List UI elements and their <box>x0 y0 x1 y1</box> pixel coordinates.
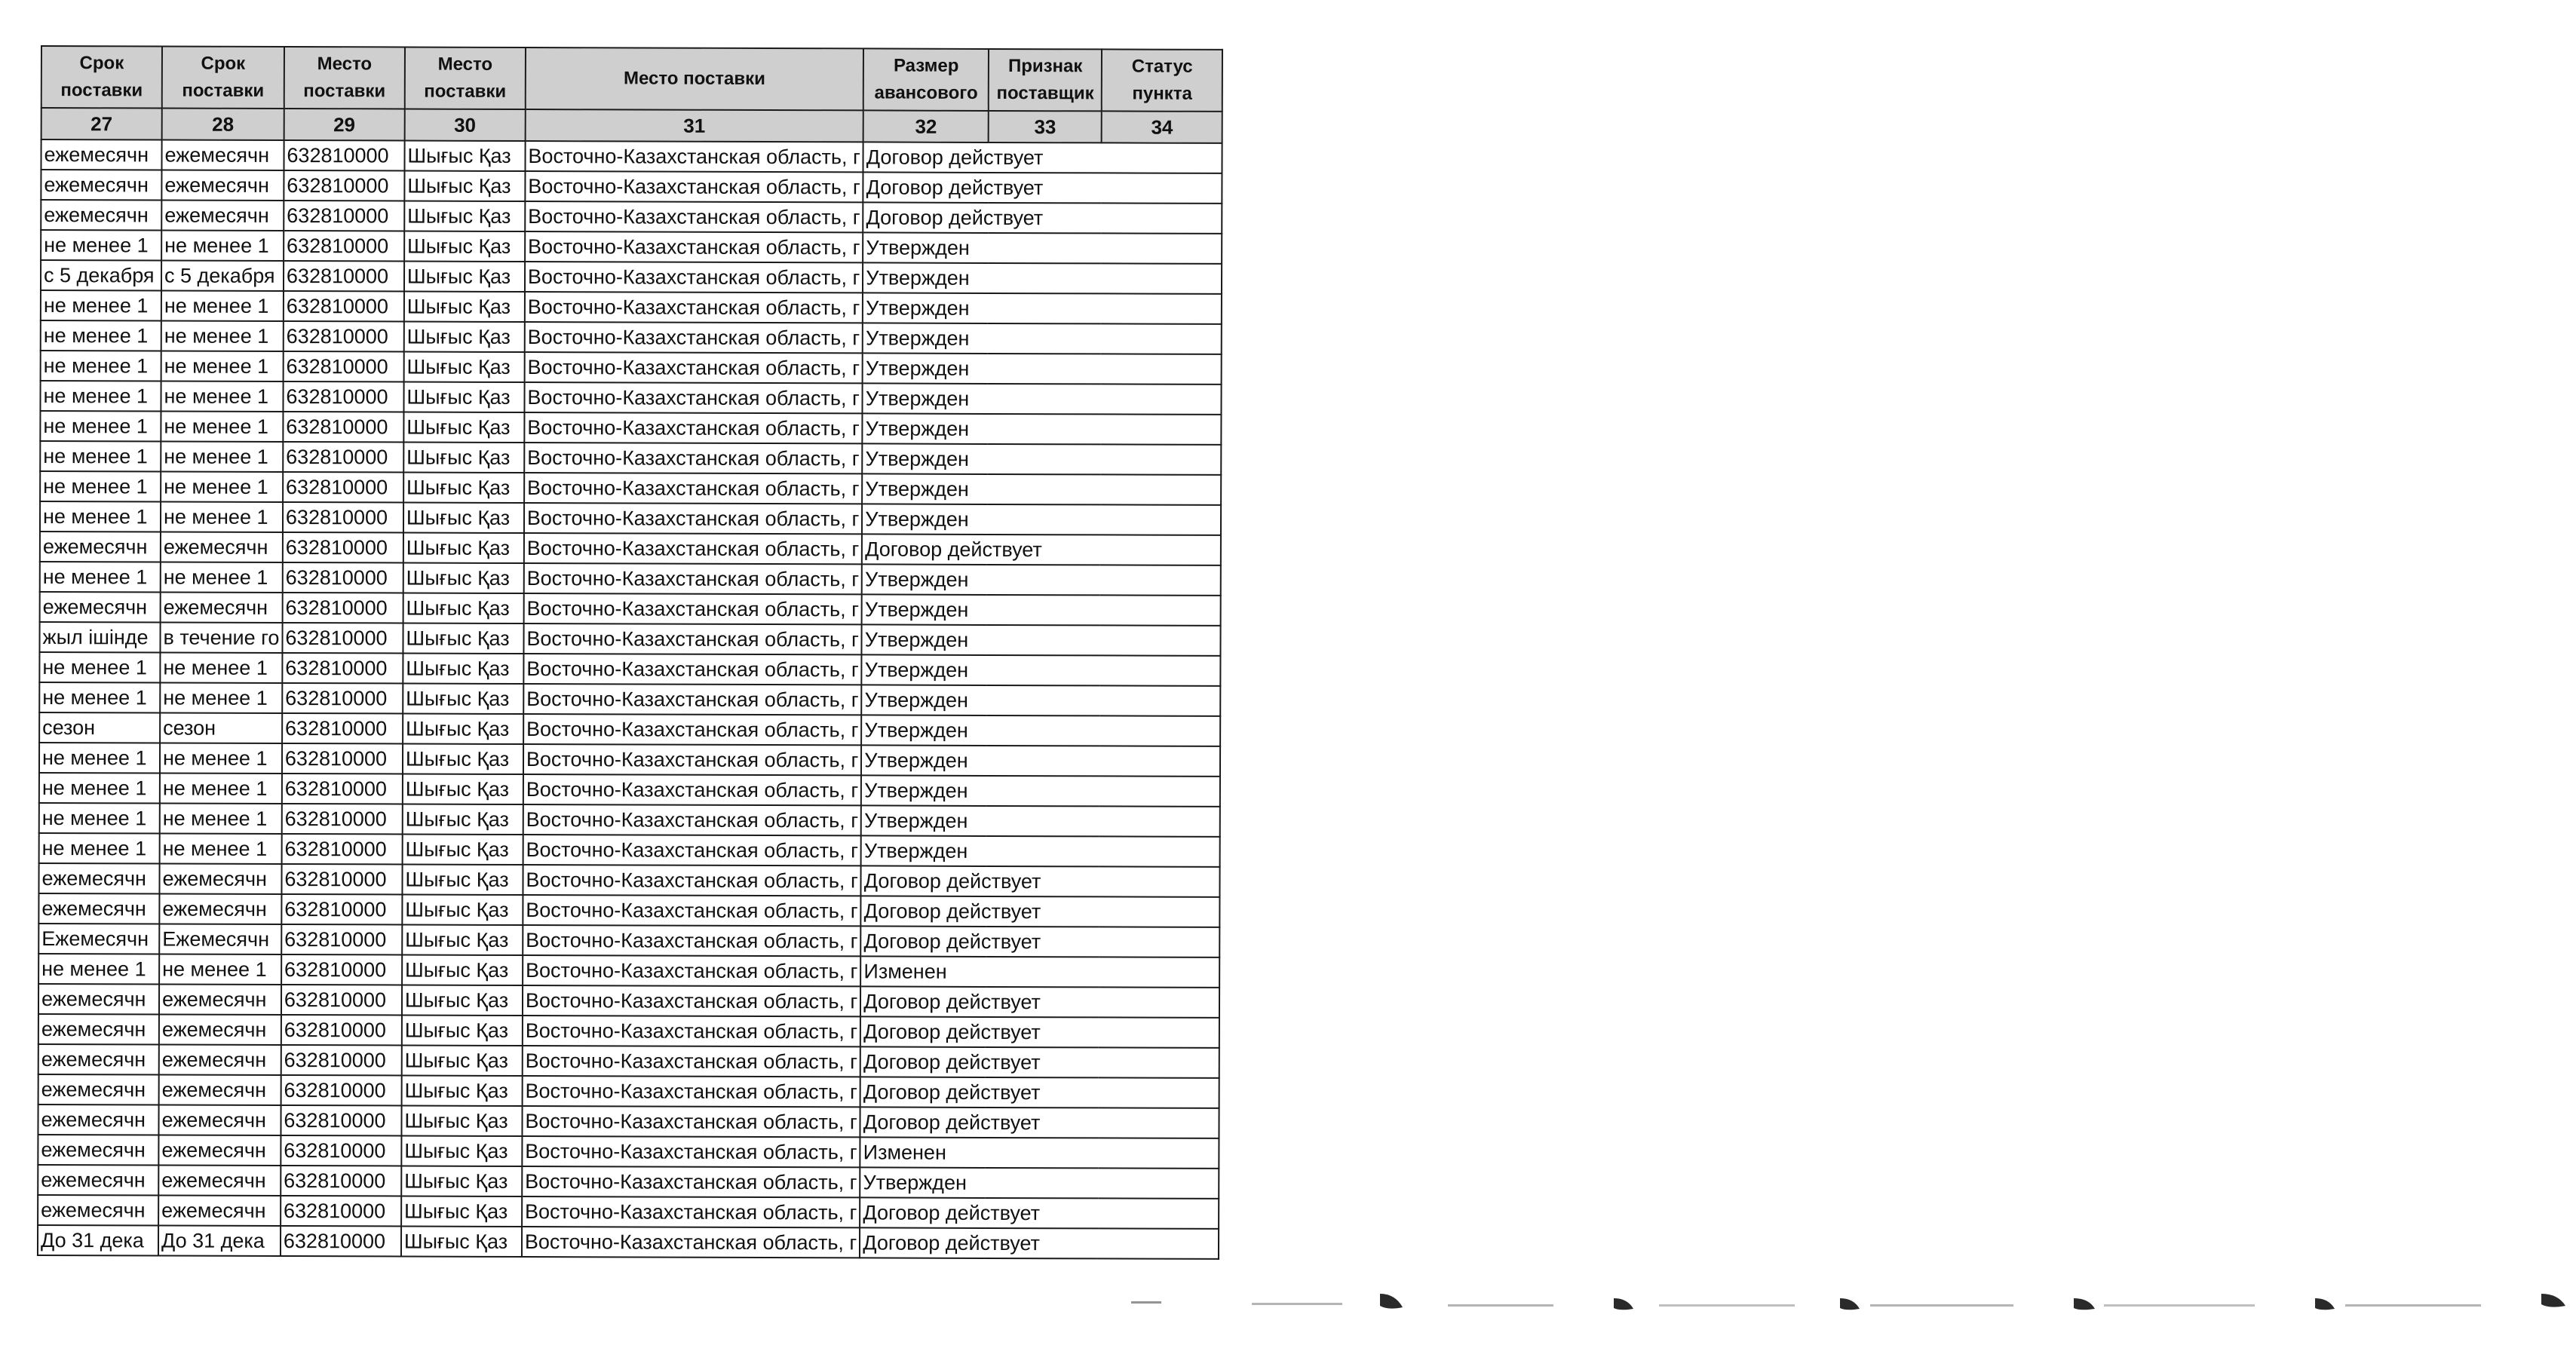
table-row <box>38 863 1219 897</box>
item-status-cell: Изменен <box>860 1137 1219 1168</box>
delivery-place-ru-cell: Восточно-Казахстанская область, г <box>522 1106 860 1137</box>
col-header-number: 30 <box>405 109 526 142</box>
delivery-term-ru-cell: ежемесячн <box>159 1074 281 1105</box>
delivery-place-kz-cell: Шығыс Қаз <box>402 1016 523 1046</box>
delivery-place-kz-cell: Шығыс Қаз <box>403 563 524 594</box>
delivery-term-kz-cell: ежемесячн <box>38 893 159 924</box>
delivery-term-kz-cell: не менее 1 <box>40 562 161 593</box>
delivery-place-code-cell: 632810000 <box>281 894 402 925</box>
delivery-term-ru-cell: не менее 1 <box>161 291 284 322</box>
delivery-term-kz-cell: ежемесячн <box>38 1135 158 1166</box>
delivery-term-ru-cell: не менее 1 <box>161 412 283 443</box>
delivery-place-code-cell: 632810000 <box>284 170 404 201</box>
delivery-place-kz-cell: Шығыс Қаз <box>402 835 523 866</box>
delivery-place-kz-cell: Шығыс Қаз <box>401 1166 522 1197</box>
delivery-place-kz-cell: Шығыс Қаз <box>403 593 524 624</box>
delivery-term-kz-cell: ежемесячн <box>38 1104 158 1135</box>
header-label-row <box>41 46 1223 112</box>
delivery-term-kz-cell: не менее 1 <box>41 230 161 261</box>
delivery-place-ru-cell: Восточно-Казахстанская область, г <box>523 895 861 926</box>
delivery-place-kz-cell: Шығыс Қаз <box>403 443 524 473</box>
delivery-place-kz-cell: Шығыс Қаз <box>404 292 525 323</box>
delivery-term-ru-cell: ежемесячн <box>159 984 281 1015</box>
item-status-cell: Утвержден <box>862 504 1221 535</box>
item-status-cell: Утвержден <box>860 1167 1219 1198</box>
delivery-place-code-cell: 632810000 <box>284 321 404 352</box>
col-header-label: Место поставки <box>405 47 526 110</box>
delivery-place-kz-cell: Шығыс Қаз <box>402 1046 523 1077</box>
delivery-term-ru-cell: ежемесячн <box>161 593 283 623</box>
delivery-term-ru-cell: не менее 1 <box>160 834 282 865</box>
item-status-cell: Договор действует <box>860 1077 1219 1108</box>
delivery-term-ru-cell: не менее 1 <box>161 351 284 382</box>
col-header-label: Срок поставки <box>162 47 284 109</box>
delivery-term-kz-cell: не менее 1 <box>41 290 161 321</box>
item-status-cell: Договор действует <box>861 866 1220 896</box>
delivery-term-ru-cell: не менее 1 <box>160 683 282 714</box>
table-row <box>40 441 1221 475</box>
item-status-cell: Договор действует <box>861 926 1220 957</box>
delivery-term-ru-cell: ежемесячн <box>159 894 281 925</box>
table-row <box>41 230 1222 264</box>
table-row <box>38 893 1219 927</box>
delivery-place-kz-cell: Шығыс Қаз <box>404 262 525 293</box>
table-row <box>38 1135 1219 1169</box>
delivery-term-ru-cell: не менее 1 <box>161 381 283 412</box>
delivery-term-kz-cell: ежемесячн <box>38 1014 159 1045</box>
delivery-term-ru-cell: не менее 1 <box>160 774 282 804</box>
delivery-place-code-cell: 632810000 <box>282 713 403 744</box>
delivery-term-ru-cell: не менее 1 <box>159 954 281 985</box>
delivery-place-code-cell: 632810000 <box>284 291 404 322</box>
delivery-place-kz-cell: Шығыс Қаз <box>403 623 523 654</box>
delivery-place-code-cell: 632810000 <box>284 140 404 171</box>
delivery-place-kz-cell: Шығыс Қаз <box>403 744 523 775</box>
delivery-place-kz-cell: Шығыс Қаз <box>404 322 525 353</box>
delivery-term-kz-cell: сезон <box>39 712 160 743</box>
delivery-term-kz-cell: ежемесячн <box>40 592 161 623</box>
delivery-place-ru-cell: Восточно-Казахстанская область, г <box>523 804 862 835</box>
table-row <box>39 833 1220 867</box>
item-status-cell: Утвержден <box>862 624 1221 655</box>
scanned-spreadsheet <box>37 45 1223 1260</box>
delivery-term-ru-cell: ежемесячн <box>159 1044 281 1075</box>
delivery-term-ru-cell: Ежемесячн <box>159 924 281 955</box>
col-header-label: Статус пункта <box>1102 49 1222 112</box>
delivery-term-kz-cell: ежемесячн <box>38 1074 159 1105</box>
delivery-term-kz-cell: не менее 1 <box>39 803 160 834</box>
delivery-place-kz-cell: Шығыс Қаз <box>404 171 525 202</box>
table-row <box>38 1044 1219 1078</box>
delivery-term-kz-cell: не менее 1 <box>40 471 161 502</box>
delivery-place-code-cell: 632810000 <box>282 804 403 835</box>
delivery-place-code-cell: 632810000 <box>282 743 403 774</box>
delivery-place-ru-cell: Восточно-Казахстанская область, г <box>523 1016 861 1046</box>
delivery-place-ru-cell: Восточно-Казахстанская область, г <box>524 563 863 594</box>
delivery-term-ru-cell: с 5 декабря <box>161 261 284 292</box>
delivery-place-kz-cell: Шығыс Қаз <box>404 231 525 262</box>
delivery-place-code-cell: 632810000 <box>281 954 402 985</box>
item-status-cell: Утвержден <box>861 835 1220 866</box>
delivery-term-kz-cell: не менее 1 <box>40 411 161 442</box>
delivery-term-kz-cell: не менее 1 <box>39 743 160 774</box>
delivery-place-kz-cell: Шығыс Қаз <box>404 201 525 232</box>
delivery-place-ru-cell: Восточно-Казахстанская область, г <box>523 985 861 1016</box>
item-status-cell: Договор действует <box>860 1197 1219 1228</box>
scan-artifact-strip <box>1131 1282 2576 1327</box>
delivery-term-kz-cell: с 5 декабря <box>41 260 161 291</box>
table-row <box>40 562 1221 596</box>
delivery-place-kz-cell: Шығыс Қаз <box>401 1136 522 1167</box>
delivery-place-ru-cell: Восточно-Казахстанская область, г <box>524 443 863 473</box>
delivery-term-kz-cell: ежемесячн <box>38 1195 158 1226</box>
delivery-term-ru-cell: не менее 1 <box>160 653 282 684</box>
delivery-place-kz-cell: Шығыс Қаз <box>403 654 523 685</box>
table-row <box>38 1165 1219 1199</box>
delivery-place-kz-cell: Шығыс Қаз <box>403 774 523 805</box>
delivery-term-ru-cell: не менее 1 <box>161 231 284 262</box>
delivery-place-code-cell: 632810000 <box>284 231 404 262</box>
delivery-place-ru-cell: Восточно-Казахстанская область, г <box>525 201 863 232</box>
delivery-place-kz-cell: Шығыс Қаз <box>404 141 525 172</box>
table-row <box>38 1074 1219 1108</box>
delivery-place-kz-cell: Шығыс Қаз <box>402 955 523 986</box>
item-status-cell: Утвержден <box>863 353 1222 384</box>
item-status-cell: Утвержден <box>862 473 1221 504</box>
delivery-table <box>37 45 1223 1260</box>
table-row <box>39 803 1220 837</box>
delivery-place-ru-cell: Восточно-Казахстанская область, г <box>524 473 863 504</box>
delivery-place-code-cell: 632810000 <box>281 1166 401 1196</box>
delivery-place-code-cell: 632810000 <box>281 1105 401 1136</box>
delivery-term-kz-cell: ежемесячн <box>38 1044 159 1075</box>
item-status-cell: Утвержден <box>861 805 1220 836</box>
item-status-cell: Изменен <box>860 956 1219 987</box>
item-status-cell: Утвержден <box>861 745 1220 776</box>
delivery-place-kz-cell: Шығыс Қаз <box>403 714 523 745</box>
table-row <box>38 984 1219 1018</box>
delivery-place-ru-cell: Восточно-Казахстанская область, г <box>523 835 861 866</box>
delivery-term-kz-cell: ежемесячн <box>38 984 159 1015</box>
col-header-number: 32 <box>863 110 989 142</box>
delivery-place-ru-cell: Восточно-Казахстанская область, г <box>522 1136 860 1167</box>
delivery-term-kz-cell: ежемесячн <box>41 170 161 201</box>
delivery-place-code-cell: 632810000 <box>281 1226 401 1257</box>
delivery-term-ru-cell: в течение го <box>160 623 282 654</box>
delivery-place-kz-cell: Шығыс Қаз <box>403 684 523 715</box>
delivery-place-code-cell: 632810000 <box>283 562 403 593</box>
delivery-place-ru-cell: Восточно-Казахстанская область, г <box>525 292 863 323</box>
item-status-cell: Договор действует <box>860 1107 1219 1138</box>
delivery-place-ru-cell: Восточно-Казахстанская область, г <box>525 171 863 202</box>
item-status-cell: Утвержден <box>863 383 1222 414</box>
delivery-term-kz-cell: не менее 1 <box>39 652 160 683</box>
delivery-term-ru-cell: не менее 1 <box>161 472 283 503</box>
delivery-place-ru-cell: Восточно-Казахстанская область, г <box>524 382 863 413</box>
table-row <box>39 622 1220 656</box>
delivery-place-code-cell: 632810000 <box>283 532 403 563</box>
col-header-number: 34 <box>1102 111 1222 143</box>
delivery-place-code-cell: 632810000 <box>282 683 403 714</box>
delivery-place-ru-cell: Восточно-Казахстанская область, г <box>525 322 863 353</box>
col-header-number: 31 <box>526 109 864 142</box>
item-status-cell: Утвержден <box>862 654 1221 685</box>
table-row <box>40 592 1221 626</box>
item-status-cell: Договор действует <box>860 986 1219 1017</box>
delivery-place-ru-cell: Восточно-Казахстанская область, г <box>523 593 862 624</box>
item-status-cell: Договор действует <box>860 1016 1219 1047</box>
item-status-cell: Утвержден <box>861 775 1220 806</box>
delivery-place-kz-cell: Шығыс Қаз <box>401 1076 522 1107</box>
delivery-place-code-cell: 632810000 <box>282 623 403 654</box>
delivery-place-kz-cell: Шығыс Қаз <box>401 1227 522 1258</box>
table-row <box>38 954 1219 988</box>
delivery-place-kz-cell: Шығыс Қаз <box>403 473 524 504</box>
table-row <box>39 682 1220 716</box>
table-row <box>41 290 1222 324</box>
delivery-term-ru-cell: не менее 1 <box>161 442 283 473</box>
table-row <box>40 471 1221 505</box>
table-row <box>41 351 1222 385</box>
delivery-place-kz-cell: Шығыс Қаз <box>403 533 524 564</box>
delivery-term-ru-cell: ежемесячн <box>158 1104 281 1135</box>
delivery-term-kz-cell: не менее 1 <box>40 381 161 412</box>
item-status-cell: Договор действует <box>863 172 1222 203</box>
table-row <box>41 170 1222 204</box>
delivery-term-ru-cell: не менее 1 <box>161 321 284 352</box>
delivery-place-kz-cell: Шығыс Қаз <box>402 865 523 896</box>
delivery-place-ru-cell: Восточно-Казахстанская область, г <box>524 533 863 564</box>
col-header-number: 29 <box>284 109 405 141</box>
col-header-label: Признак поставщик <box>989 49 1102 111</box>
item-status-cell: Утвержден <box>862 685 1221 715</box>
delivery-term-kz-cell: не менее 1 <box>39 682 160 713</box>
delivery-term-ru-cell: сезон <box>160 713 282 744</box>
delivery-place-kz-cell: Шығыс Қаз <box>401 1196 522 1227</box>
table-row <box>41 260 1222 294</box>
delivery-place-kz-cell: Шығыс Қаз <box>402 925 523 956</box>
item-status-cell: Договор действует <box>863 202 1222 233</box>
delivery-term-kz-cell: не менее 1 <box>40 501 161 532</box>
delivery-place-code-cell: 632810000 <box>283 472 403 503</box>
delivery-place-ru-cell: Восточно-Казахстанская область, г <box>524 503 863 534</box>
delivery-place-kz-cell: Шығыс Қаз <box>401 1106 522 1137</box>
delivery-place-ru-cell: Восточно-Казахстанская область, г <box>523 774 862 805</box>
delivery-place-code-cell: 632810000 <box>281 864 402 895</box>
delivery-place-code-cell: 632810000 <box>281 1196 401 1227</box>
delivery-term-kz-cell: До 31 дека <box>38 1225 158 1256</box>
delivery-place-ru-cell: Восточно-Казахстанская область, г <box>523 684 862 715</box>
delivery-place-kz-cell: Шығыс Қаз <box>403 804 523 835</box>
delivery-place-code-cell: 632810000 <box>284 351 404 382</box>
delivery-term-ru-cell: ежемесячн <box>161 140 284 171</box>
delivery-term-kz-cell: ежемесячн <box>41 139 161 170</box>
table-row <box>38 1014 1219 1048</box>
delivery-place-ru-cell: Восточно-Казахстанская область, г <box>523 955 861 986</box>
delivery-term-kz-cell: ежемесячн <box>38 1165 158 1196</box>
delivery-term-ru-cell: не менее 1 <box>161 502 283 533</box>
table-row <box>41 139 1222 173</box>
table-row <box>39 712 1220 746</box>
delivery-term-ru-cell: ежемесячн <box>158 1195 281 1226</box>
delivery-term-ru-cell: ежемесячн <box>161 532 283 563</box>
delivery-place-code-cell: 632810000 <box>283 593 403 623</box>
delivery-term-ru-cell: ежемесячн <box>158 1165 281 1196</box>
item-status-cell: Утвержден <box>863 443 1222 474</box>
item-status-cell: Утвержден <box>861 715 1220 746</box>
delivery-place-ru-cell: Восточно-Казахстанская область, г <box>523 714 862 745</box>
table-row <box>38 1104 1219 1138</box>
col-header-number: 33 <box>989 111 1102 142</box>
table-row <box>40 381 1221 415</box>
item-status-cell: Утвержден <box>862 564 1221 595</box>
table-row <box>38 1195 1219 1229</box>
table-row <box>39 652 1220 686</box>
delivery-place-ru-cell: Восточно-Казахстанская область, г <box>524 412 863 443</box>
col-header-label: Срок поставки <box>41 46 162 109</box>
delivery-place-code-cell: 632810000 <box>281 1015 402 1046</box>
delivery-term-ru-cell: ежемесячн <box>161 201 284 231</box>
delivery-place-ru-cell: Восточно-Казахстанская область, г <box>523 654 862 685</box>
delivery-place-code-cell: 632810000 <box>283 442 403 473</box>
col-header-label: Размер авансового <box>863 48 989 111</box>
delivery-place-kz-cell: Шығыс Қаз <box>402 895 523 926</box>
delivery-place-ru-cell: Восточно-Казахстанская область, г <box>522 1076 860 1107</box>
col-header-number: 27 <box>41 108 162 140</box>
delivery-place-kz-cell: Шығыс Қаз <box>404 352 525 383</box>
delivery-place-code-cell: 632810000 <box>282 774 403 804</box>
table-row <box>40 411 1221 445</box>
item-status-cell: Договор действует <box>863 142 1222 173</box>
item-status-cell: Договор действует <box>861 896 1220 927</box>
delivery-place-ru-cell: Восточно-Казахстанская область, г <box>523 744 862 775</box>
delivery-place-code-cell: 632810000 <box>283 412 403 443</box>
item-status-cell: Утвержден <box>863 262 1222 293</box>
delivery-term-ru-cell: До 31 дека <box>158 1225 281 1256</box>
col-header-label: Место поставки <box>526 47 864 110</box>
delivery-place-ru-cell: Восточно-Казахстанская область, г <box>525 141 863 172</box>
delivery-place-code-cell: 632810000 <box>284 201 404 231</box>
delivery-place-code-cell: 632810000 <box>283 381 403 412</box>
delivery-place-ru-cell: Восточно-Казахстанская область, г <box>523 623 862 654</box>
delivery-term-ru-cell: не менее 1 <box>160 804 282 835</box>
item-status-cell: Договор действует <box>860 1227 1219 1258</box>
delivery-term-ru-cell: ежемесячн <box>158 1135 281 1166</box>
delivery-term-kz-cell: жыл ішінде <box>39 622 160 653</box>
item-status-cell: Договор действует <box>862 534 1221 565</box>
delivery-place-ru-cell: Восточно-Казахстанская область, г <box>523 1046 861 1077</box>
delivery-term-kz-cell: не менее 1 <box>41 351 161 381</box>
delivery-place-ru-cell: Восточно-Казахстанская область, г <box>522 1196 860 1227</box>
item-status-cell: Утвержден <box>863 323 1222 354</box>
delivery-place-kz-cell: Шығыс Қаз <box>403 503 524 534</box>
table-row <box>40 501 1221 535</box>
item-status-cell: Договор действует <box>860 1046 1219 1077</box>
delivery-place-ru-cell: Восточно-Казахстанская область, г <box>525 262 863 293</box>
delivery-term-kz-cell: не менее 1 <box>40 441 161 472</box>
delivery-term-kz-cell: не менее 1 <box>39 833 160 864</box>
table-row <box>39 743 1220 777</box>
delivery-place-kz-cell: Шығыс Қаз <box>403 412 524 443</box>
delivery-place-code-cell: 632810000 <box>281 1075 401 1106</box>
header-number-row <box>41 108 1222 143</box>
delivery-place-ru-cell: Восточно-Казахстанская область, г <box>525 352 863 383</box>
item-status-cell: Утвержден <box>863 413 1222 444</box>
delivery-term-kz-cell: не менее 1 <box>38 954 159 985</box>
delivery-place-code-cell: 632810000 <box>281 834 402 865</box>
delivery-term-kz-cell: ежемесячн <box>41 200 161 231</box>
delivery-place-ru-cell: Восточно-Казахстанская область, г <box>523 865 861 896</box>
delivery-place-code-cell: 632810000 <box>281 1045 402 1076</box>
table-row <box>38 924 1219 957</box>
delivery-place-code-cell: 632810000 <box>284 261 404 292</box>
delivery-term-ru-cell: ежемесячн <box>159 864 281 895</box>
delivery-place-ru-cell: Восточно-Казахстанская область, г <box>523 925 861 956</box>
delivery-place-ru-cell: Восточно-Казахстанская область, г <box>522 1227 860 1258</box>
col-header-label: Место поставки <box>284 47 405 109</box>
item-status-cell: Утвержден <box>863 232 1222 263</box>
delivery-place-ru-cell: Восточно-Казахстанская область, г <box>522 1166 860 1197</box>
item-status-cell: Утвержден <box>863 293 1222 323</box>
delivery-place-code-cell: 632810000 <box>281 985 402 1016</box>
table-row <box>38 1225 1219 1259</box>
delivery-term-kz-cell: ежемесячн <box>38 863 159 894</box>
delivery-term-ru-cell: ежемесячн <box>159 1014 281 1045</box>
table-row <box>39 773 1220 807</box>
col-header-number: 28 <box>162 109 284 141</box>
delivery-place-code-cell: 632810000 <box>281 1135 401 1166</box>
delivery-term-ru-cell: ежемесячн <box>161 170 284 201</box>
delivery-place-kz-cell: Шығыс Қаз <box>403 382 524 413</box>
delivery-place-kz-cell: Шығыс Қаз <box>402 985 523 1016</box>
delivery-place-ru-cell: Восточно-Казахстанская область, г <box>525 231 863 262</box>
delivery-term-kz-cell: Ежемесячн <box>38 924 159 954</box>
delivery-place-code-cell: 632810000 <box>283 502 403 533</box>
delivery-term-kz-cell: не менее 1 <box>39 773 160 804</box>
table-body <box>38 139 1222 1259</box>
delivery-place-code-cell: 632810000 <box>282 653 403 684</box>
delivery-term-kz-cell: ежемесячн <box>40 532 161 562</box>
table-row <box>41 200 1222 234</box>
table-row <box>41 320 1222 354</box>
delivery-term-ru-cell: не менее 1 <box>161 562 283 593</box>
delivery-term-kz-cell: не менее 1 <box>41 320 161 351</box>
delivery-place-code-cell: 632810000 <box>281 924 402 955</box>
table-row <box>40 532 1221 565</box>
item-status-cell: Утвержден <box>862 594 1221 625</box>
delivery-term-ru-cell: не менее 1 <box>160 743 282 774</box>
